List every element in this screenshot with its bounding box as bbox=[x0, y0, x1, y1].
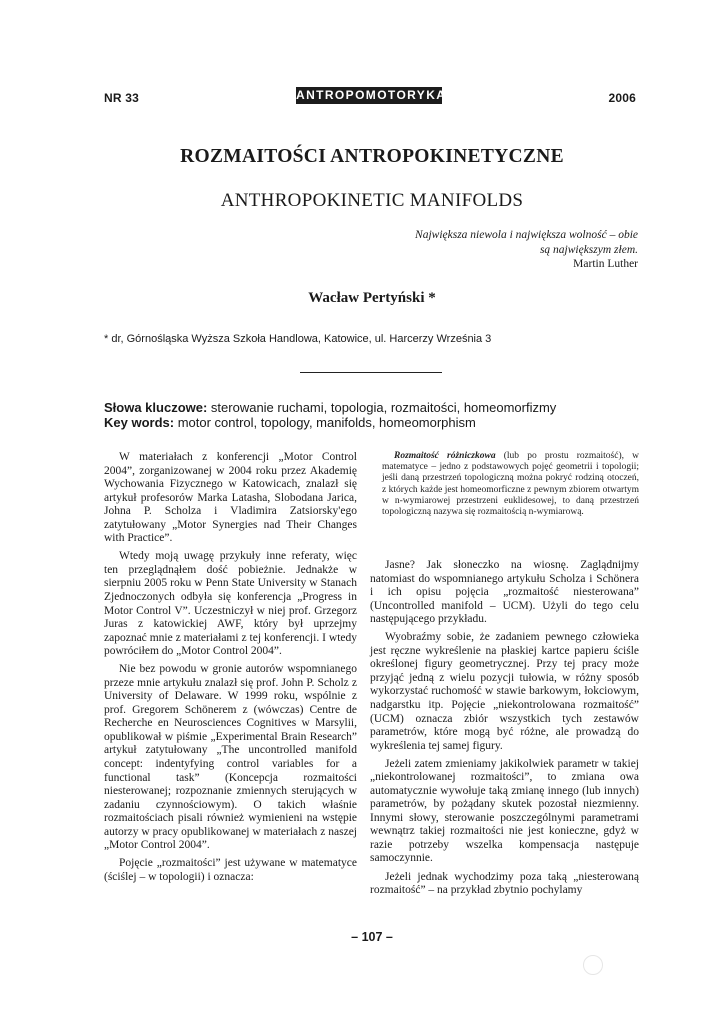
keywords-polish bbox=[104, 400, 556, 415]
article-title-polish: ROZMAITOŚCI ANTROPOKINETYCZNE bbox=[180, 146, 564, 167]
body-paragraph: Nie bez powodu w gronie autorów wspomnianego przeze mnie artykułu znalazł się prof. John P. Scholz z University of Delaware. W 1999 roku, wspólnie z prof. Gregorem Schönerem z (wówczas) Centre de Recherche en Neurosciences Cognitives w Marsylii, opublikował w piśmie „Experimental Brain Research” artykuł zatytułowany „The uncontrolled manifold concept: indentyfying control variables for a functional task” (Koncepcja rozmaitości niesterowanej; rozpoznanie zmiennych sterujących w zadaniu czynnościowym). O takich właśnie rozmaitościach pisali również wymienieni na wstępie autorzy w pracy opublikowanej w materiałach z naszej „Motor Control 2004”. bbox=[104, 663, 357, 852]
keywords-english bbox=[104, 415, 476, 430]
keywords-polish-text: sterowanie ruchami, topologia, rozmaitości, homeomorfizmy bbox=[207, 400, 557, 415]
right-column bbox=[370, 559, 639, 902]
article-title-english: ANTHROPOKINETIC MANIFOLDS bbox=[220, 190, 524, 211]
left-column bbox=[104, 451, 357, 889]
epigraph-line-1: Największa niewola i największa wolność – obie bbox=[415, 229, 638, 241]
keywords-polish-label: Słowa kluczowe: bbox=[104, 400, 208, 415]
issue-year: 2006 bbox=[608, 91, 636, 105]
section-divider bbox=[300, 372, 442, 373]
author-affiliation: * dr, Górnośląska Wyższa Szkoła Handlowa, Katowice, ul. Harcerzy Września 3 bbox=[104, 333, 492, 345]
definition-text: (lub po prostu rozmaitość), w matematyce – jedno z podstawowych pojęć geometrii i topologii; jeśli daną przestrzeń topologiczną można pokryć rodziną otoczeń, z których każde jest homeomorficzne z pewnym zbiorem otwartym w n-wymiarowej przestrzeni euklidesowej, to daną przestrzeń topologiczną nazywa się rozmaitością n-wymiarową. bbox=[382, 451, 639, 518]
body-paragraph: Wyobraźmy sobie, że zadaniem pewnego człowieka jest ręczne wykreślenie na płaskiej kartce papieru ściśle określonej figury geometrycznej. Przy tej pracy może przyjąć jedną z wielu pozycji tułowia, w różny sposób wykorzystać ruchomość w stawie barkowym, łokciowym, nadgarstku itp. Pojęcie „niekontrolowana rozmaitość” (UCM) oznacza zbiór wszystkich tych zestawów parametrów, które mogą być różne, ale prowadzą do wykreślenia tej samej figury. bbox=[370, 631, 639, 752]
page-number: – 107 – bbox=[351, 930, 393, 944]
epigraph bbox=[358, 228, 638, 258]
definition-quote bbox=[382, 451, 639, 518]
issue-number: NR 33 bbox=[104, 91, 140, 105]
body-paragraph: W materiałach z konferencji „Motor Control 2004”, zorganizowanej w 2004 roku przez Akademię Wychowania Fizycznego w Katowicach, znalazł się artykuł profesorów Marka Latasha, Slobodana Jarica, Johna P. Scholza i Vladimira Zatsiorsky'ego zatytułowany „Motor Synergies nad Their Changes with Practice”. bbox=[104, 451, 357, 545]
epigraph-author: Martin Luther bbox=[573, 258, 638, 270]
watermark-icon bbox=[583, 955, 603, 975]
body-paragraph: Jeżeli jednak wychodzimy poza taką „niesterowaną rozmaitość” – na przykład zbytnio pochylamy bbox=[370, 870, 639, 897]
body-paragraph: Jasne? Jak słoneczko na wiosnę. Zaglądnijmy natomiast do wspomnianego artykułu Scholza i Schönera i ich opisu pojęcia „rozmaitość niesterowana” (Uncontrolled manifold – UCM). Użyli do tego celu następującego przykładu. bbox=[370, 559, 639, 626]
body-paragraph: Wtedy moją uwagę przykuły inne referaty, więc ten przeglądnąłem dość pobieżnie. Jednakże w sierpniu 2005 roku w Penn State University w Stanach Zjednoczonych odbyła się konferencja „Progress in Motor Control V”. Uczestniczył w niej prof. Grzegorz Juras z katowickiej AWF, który był uprzejmy zapoznać mnie z materiałami z tej konferencji. I wtedy powróciłem do „Motor Control 2004”. bbox=[104, 550, 357, 658]
keywords-english-text: motor control, topology, manifolds, homeomorphism bbox=[174, 415, 476, 430]
journal-name: ANTROPOMOTORYKA bbox=[296, 88, 447, 102]
epigraph-line-2: są największym złem. bbox=[539, 244, 638, 256]
definition-term: Rozmaitość różniczkowa bbox=[394, 451, 496, 461]
body-paragraph: Jeżeli zatem zmieniamy jakikolwiek parametr w takiej „niekontrolowanej rozmaitości”, to zmiana owa automatycznie wywołuje taką zmianę innego (lub innych) parametrów, by pożądany skutek pozostał niezmienny. Innymi słowy, sterowanie poszczególnymi parametrami wewnątrz takiej rozmaitości nie jest konieczne, gdyż w razie potrzeby wszelka kompensacja następuje samoczynnie. bbox=[370, 757, 639, 865]
keywords-english-label: Key words: bbox=[104, 415, 175, 430]
article-author: Wacław Pertyński * bbox=[308, 290, 436, 306]
body-paragraph: Pojęcie „rozmaitości” jest używane w matematyce (ściślej – w topologii) i oznacza: bbox=[104, 857, 357, 883]
